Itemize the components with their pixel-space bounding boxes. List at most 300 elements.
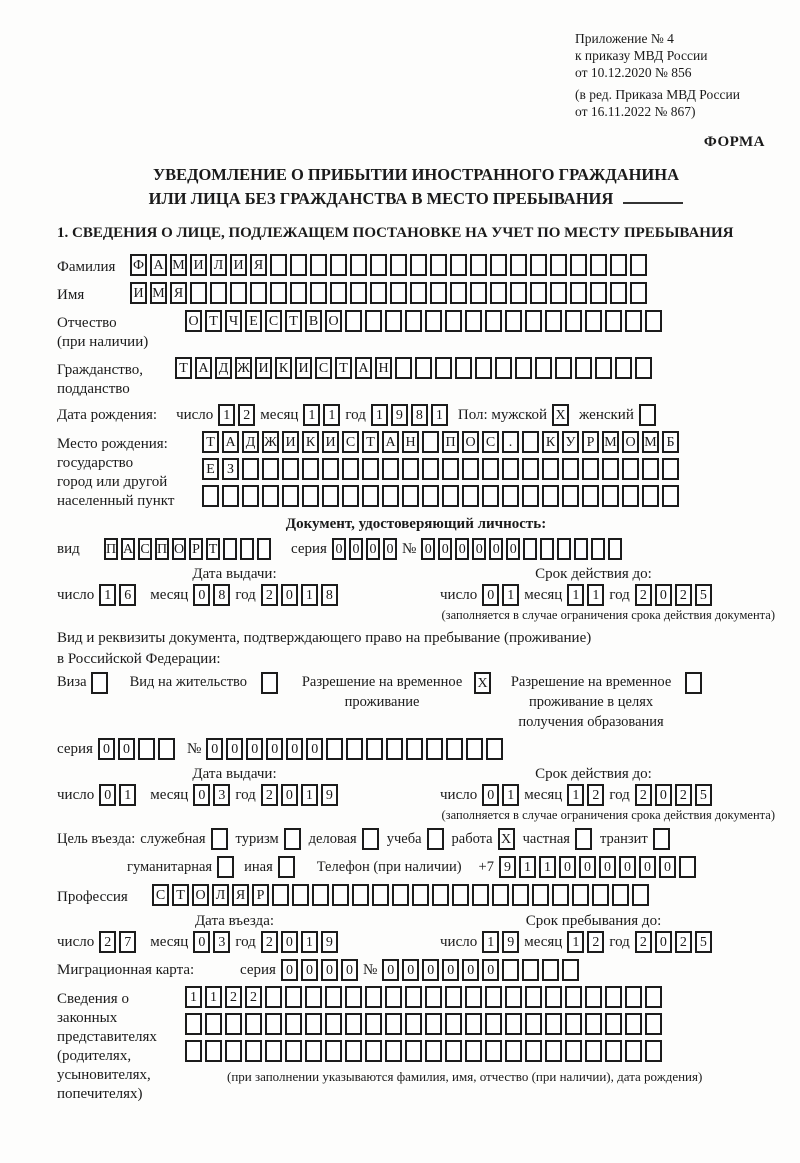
char-cell[interactable]: М [150, 282, 167, 304]
char-cell[interactable] [330, 254, 347, 276]
char-cell[interactable] [585, 986, 602, 1008]
char-cell[interactable]: 5 [695, 584, 712, 606]
char-cell[interactable] [465, 310, 482, 332]
char-cell[interactable] [505, 1013, 522, 1035]
char-cell[interactable] [585, 310, 602, 332]
char-cell[interactable]: П [442, 431, 459, 453]
char-cell[interactable]: 0 [366, 538, 380, 560]
char-cell[interactable] [555, 357, 572, 379]
char-cell[interactable]: 0 [579, 856, 596, 878]
char-cell[interactable]: 0 [402, 959, 419, 981]
char-cell[interactable]: С [342, 431, 359, 453]
char-cell[interactable] [430, 254, 447, 276]
char-cell[interactable]: 0 [206, 738, 223, 760]
char-cell[interactable]: А [195, 357, 212, 379]
char-cell[interactable] [350, 254, 367, 276]
char-cell[interactable]: Ж [262, 431, 279, 453]
char-cell[interactable]: 8 [411, 404, 428, 426]
char-cell[interactable] [505, 310, 522, 332]
char-cell[interactable]: 0 [559, 856, 576, 878]
char-cell[interactable] [427, 828, 444, 850]
char-cell[interactable] [570, 254, 587, 276]
char-cell[interactable] [535, 357, 552, 379]
char-cell[interactable] [372, 884, 389, 906]
char-cell[interactable] [225, 1013, 242, 1035]
char-cell[interactable] [382, 485, 399, 507]
char-cell[interactable] [542, 458, 559, 480]
char-cell[interactable]: 1 [323, 404, 340, 426]
char-cell[interactable] [385, 310, 402, 332]
char-cell[interactable] [435, 357, 452, 379]
char-cell[interactable] [395, 357, 412, 379]
char-cell[interactable] [470, 282, 487, 304]
char-cell[interactable]: 0 [226, 738, 243, 760]
char-cell[interactable] [615, 357, 632, 379]
char-cell[interactable] [290, 254, 307, 276]
char-cell[interactable] [262, 458, 279, 480]
char-cell[interactable] [530, 254, 547, 276]
char-cell[interactable]: К [542, 431, 559, 453]
char-cell[interactable] [422, 485, 439, 507]
char-cell[interactable]: Т [362, 431, 379, 453]
char-cell[interactable] [390, 254, 407, 276]
char-cell[interactable] [639, 404, 656, 426]
char-cell[interactable] [310, 254, 327, 276]
char-cell[interactable]: 0 [462, 959, 479, 981]
char-cell[interactable] [550, 254, 567, 276]
char-cell[interactable]: 0 [639, 856, 656, 878]
char-cell[interactable] [326, 738, 343, 760]
char-cell[interactable]: 0 [281, 959, 298, 981]
char-cell[interactable]: 1 [371, 404, 388, 426]
char-cell[interactable]: Т [206, 538, 220, 560]
char-cell[interactable] [575, 357, 592, 379]
char-cell[interactable]: 2 [675, 784, 692, 806]
char-cell[interactable]: 9 [321, 931, 338, 953]
char-cell[interactable] [345, 1013, 362, 1035]
char-cell[interactable] [482, 485, 499, 507]
char-cell[interactable] [510, 282, 527, 304]
char-cell[interactable]: 0 [482, 959, 499, 981]
char-cell[interactable] [205, 1013, 222, 1035]
char-cell[interactable] [612, 884, 629, 906]
char-cell[interactable] [465, 1013, 482, 1035]
char-cell[interactable] [540, 538, 554, 560]
char-cell[interactable]: 0 [281, 931, 298, 953]
char-cell[interactable]: 5 [695, 784, 712, 806]
char-cell[interactable]: О [172, 538, 186, 560]
char-cell[interactable] [502, 485, 519, 507]
char-cell[interactable]: 0 [455, 538, 469, 560]
char-cell[interactable] [405, 1013, 422, 1035]
char-cell[interactable]: А [382, 431, 399, 453]
char-cell[interactable] [405, 986, 422, 1008]
char-cell[interactable] [475, 357, 492, 379]
char-cell[interactable]: 0 [349, 538, 363, 560]
char-cell[interactable] [185, 1040, 202, 1062]
char-cell[interactable]: Т [205, 310, 222, 332]
char-cell[interactable]: Д [242, 431, 259, 453]
char-cell[interactable]: 0 [482, 584, 499, 606]
char-cell[interactable] [570, 282, 587, 304]
char-cell[interactable] [490, 254, 507, 276]
char-cell[interactable] [410, 254, 427, 276]
char-cell[interactable] [632, 884, 649, 906]
char-cell[interactable]: 2 [587, 931, 604, 953]
char-cell[interactable] [217, 856, 234, 878]
char-cell[interactable] [525, 986, 542, 1008]
char-cell[interactable] [362, 485, 379, 507]
char-cell[interactable] [402, 485, 419, 507]
char-cell[interactable] [270, 282, 287, 304]
char-cell[interactable] [574, 538, 588, 560]
char-cell[interactable] [505, 1040, 522, 1062]
char-cell[interactable] [450, 282, 467, 304]
char-cell[interactable]: Т [172, 884, 189, 906]
char-cell[interactable]: 2 [675, 584, 692, 606]
char-cell[interactable]: 1 [301, 931, 318, 953]
char-cell[interactable] [645, 1013, 662, 1035]
char-cell[interactable] [138, 738, 155, 760]
char-cell[interactable]: 0 [301, 959, 318, 981]
char-cell[interactable] [582, 458, 599, 480]
char-cell[interactable]: Л [210, 254, 227, 276]
char-cell[interactable] [366, 738, 383, 760]
char-cell[interactable] [370, 282, 387, 304]
char-cell[interactable] [425, 986, 442, 1008]
char-cell[interactable]: 0 [383, 538, 397, 560]
char-cell[interactable]: 0 [193, 784, 210, 806]
char-cell[interactable] [462, 485, 479, 507]
char-cell[interactable]: О [325, 310, 342, 332]
char-cell[interactable]: 0 [506, 538, 520, 560]
char-cell[interactable] [565, 1013, 582, 1035]
char-cell[interactable] [222, 485, 239, 507]
char-cell[interactable]: М [170, 254, 187, 276]
char-cell[interactable] [158, 738, 175, 760]
char-cell[interactable] [346, 738, 363, 760]
char-cell[interactable] [278, 856, 295, 878]
char-cell[interactable] [562, 959, 579, 981]
char-cell[interactable] [605, 1013, 622, 1035]
char-cell[interactable]: 3 [213, 931, 230, 953]
char-cell[interactable]: И [295, 357, 312, 379]
char-cell[interactable] [572, 884, 589, 906]
char-cell[interactable] [305, 1040, 322, 1062]
char-cell[interactable] [622, 458, 639, 480]
char-cell[interactable] [590, 254, 607, 276]
char-cell[interactable]: М [602, 431, 619, 453]
char-cell[interactable]: Е [245, 310, 262, 332]
char-cell[interactable] [552, 884, 569, 906]
char-cell[interactable]: 0 [472, 538, 486, 560]
char-cell[interactable] [362, 458, 379, 480]
char-cell[interactable] [565, 1040, 582, 1062]
char-cell[interactable]: 0 [438, 538, 452, 560]
char-cell[interactable] [242, 485, 259, 507]
char-cell[interactable]: 8 [321, 584, 338, 606]
char-cell[interactable] [582, 485, 599, 507]
char-cell[interactable] [525, 310, 542, 332]
char-cell[interactable]: 0 [321, 959, 338, 981]
char-cell[interactable] [442, 485, 459, 507]
char-cell[interactable]: В [305, 310, 322, 332]
char-cell[interactable]: 0 [193, 931, 210, 953]
char-cell[interactable]: Р [189, 538, 203, 560]
char-cell[interactable] [262, 485, 279, 507]
char-cell[interactable]: 1 [587, 584, 604, 606]
char-cell[interactable]: 0 [341, 959, 358, 981]
char-cell[interactable]: С [482, 431, 499, 453]
char-cell[interactable] [455, 357, 472, 379]
char-cell[interactable] [522, 458, 539, 480]
char-cell[interactable] [512, 884, 529, 906]
char-cell[interactable] [445, 310, 462, 332]
char-cell[interactable] [442, 458, 459, 480]
char-cell[interactable] [390, 282, 407, 304]
char-cell[interactable] [630, 282, 647, 304]
char-cell[interactable]: Т [202, 431, 219, 453]
char-cell[interactable]: 1 [482, 931, 499, 953]
char-cell[interactable] [382, 458, 399, 480]
char-cell[interactable] [392, 884, 409, 906]
char-cell[interactable]: Я [250, 254, 267, 276]
char-cell[interactable] [350, 282, 367, 304]
char-cell[interactable] [285, 986, 302, 1008]
char-cell[interactable]: 0 [286, 738, 303, 760]
char-cell[interactable] [505, 986, 522, 1008]
char-cell[interactable]: 1 [301, 584, 318, 606]
char-cell[interactable] [365, 310, 382, 332]
char-cell[interactable] [425, 1040, 442, 1062]
char-cell[interactable] [502, 458, 519, 480]
char-cell[interactable] [185, 1013, 202, 1035]
char-cell[interactable] [325, 1013, 342, 1035]
char-cell[interactable] [605, 1040, 622, 1062]
char-cell[interactable] [365, 986, 382, 1008]
char-cell[interactable]: 1 [519, 856, 536, 878]
char-cell[interactable]: А [121, 538, 135, 560]
char-cell[interactable] [250, 282, 267, 304]
char-cell[interactable] [385, 1040, 402, 1062]
char-cell[interactable] [608, 538, 622, 560]
char-cell[interactable]: 9 [391, 404, 408, 426]
char-cell[interactable] [525, 1013, 542, 1035]
char-cell[interactable]: А [150, 254, 167, 276]
char-cell[interactable]: 0 [659, 856, 676, 878]
char-cell[interactable]: 0 [306, 738, 323, 760]
char-cell[interactable] [562, 485, 579, 507]
char-cell[interactable] [622, 485, 639, 507]
char-cell[interactable] [465, 986, 482, 1008]
char-cell[interactable]: 0 [246, 738, 263, 760]
char-cell[interactable] [425, 1013, 442, 1035]
char-cell[interactable] [312, 884, 329, 906]
char-cell[interactable] [202, 485, 219, 507]
char-cell[interactable]: 1 [185, 986, 202, 1008]
char-cell[interactable]: 2 [635, 784, 652, 806]
char-cell[interactable] [545, 310, 562, 332]
char-cell[interactable]: 1 [502, 584, 519, 606]
char-cell[interactable] [625, 1013, 642, 1035]
char-cell[interactable]: 9 [321, 784, 338, 806]
char-cell[interactable] [532, 884, 549, 906]
char-cell[interactable]: 0 [442, 959, 459, 981]
char-cell[interactable] [265, 1040, 282, 1062]
char-cell[interactable]: Н [375, 357, 392, 379]
char-cell[interactable] [610, 254, 627, 276]
char-cell[interactable] [422, 458, 439, 480]
char-cell[interactable] [645, 310, 662, 332]
char-cell[interactable] [590, 282, 607, 304]
char-cell[interactable] [446, 738, 463, 760]
char-cell[interactable]: 0 [332, 538, 346, 560]
char-cell[interactable]: Р [252, 884, 269, 906]
char-cell[interactable]: И [255, 357, 272, 379]
char-cell[interactable] [482, 458, 499, 480]
char-cell[interactable] [402, 458, 419, 480]
char-cell[interactable]: О [192, 884, 209, 906]
char-cell[interactable] [565, 310, 582, 332]
char-cell[interactable]: 2 [635, 584, 652, 606]
char-cell[interactable] [225, 1040, 242, 1062]
char-cell[interactable] [284, 828, 301, 850]
char-cell[interactable] [322, 485, 339, 507]
char-cell[interactable]: О [185, 310, 202, 332]
char-cell[interactable] [211, 828, 228, 850]
char-cell[interactable]: 2 [238, 404, 255, 426]
char-cell[interactable] [485, 1040, 502, 1062]
char-cell[interactable] [679, 856, 696, 878]
char-cell[interactable] [445, 986, 462, 1008]
char-cell[interactable]: Н [402, 431, 419, 453]
char-cell[interactable]: 9 [499, 856, 516, 878]
char-cell[interactable]: 0 [655, 931, 672, 953]
char-cell[interactable] [292, 884, 309, 906]
char-cell[interactable]: 1 [99, 584, 116, 606]
char-cell[interactable] [625, 986, 642, 1008]
char-cell[interactable]: 1 [119, 784, 136, 806]
char-cell[interactable] [653, 828, 670, 850]
char-cell[interactable]: И [190, 254, 207, 276]
char-cell[interactable]: 0 [619, 856, 636, 878]
char-cell[interactable] [223, 538, 237, 560]
char-cell[interactable]: 8 [213, 584, 230, 606]
char-cell[interactable]: . [502, 431, 519, 453]
char-cell[interactable] [210, 282, 227, 304]
char-cell[interactable]: Д [215, 357, 232, 379]
char-cell[interactable] [205, 1040, 222, 1062]
char-cell[interactable] [342, 485, 359, 507]
char-cell[interactable] [545, 1040, 562, 1062]
char-cell[interactable]: Р [582, 431, 599, 453]
char-cell[interactable] [242, 458, 259, 480]
char-cell[interactable]: 1 [431, 404, 448, 426]
char-cell[interactable] [282, 485, 299, 507]
char-cell[interactable]: 2 [261, 784, 278, 806]
char-cell[interactable] [190, 282, 207, 304]
char-cell[interactable] [585, 1013, 602, 1035]
char-cell[interactable] [542, 485, 559, 507]
char-cell[interactable]: 2 [587, 784, 604, 806]
char-cell[interactable] [515, 357, 532, 379]
char-cell[interactable] [510, 254, 527, 276]
char-cell[interactable] [245, 1013, 262, 1035]
char-cell[interactable]: 2 [675, 931, 692, 953]
char-cell[interactable] [550, 282, 567, 304]
char-cell[interactable]: 1 [567, 931, 584, 953]
char-cell[interactable] [685, 672, 702, 694]
char-cell[interactable]: И [322, 431, 339, 453]
char-cell[interactable] [230, 282, 247, 304]
char-cell[interactable] [282, 458, 299, 480]
char-cell[interactable]: И [282, 431, 299, 453]
char-cell[interactable] [602, 458, 619, 480]
char-cell[interactable] [470, 254, 487, 276]
char-cell[interactable] [345, 1040, 362, 1062]
char-cell[interactable] [272, 884, 289, 906]
char-cell[interactable] [605, 310, 622, 332]
char-cell[interactable] [257, 538, 271, 560]
char-cell[interactable]: 6 [119, 584, 136, 606]
char-cell[interactable] [365, 1013, 382, 1035]
char-cell[interactable] [406, 738, 423, 760]
char-cell[interactable] [630, 254, 647, 276]
char-cell[interactable]: И [130, 282, 147, 304]
char-cell[interactable] [645, 986, 662, 1008]
char-cell[interactable]: Я [170, 282, 187, 304]
char-cell[interactable] [405, 1040, 422, 1062]
char-cell[interactable] [410, 282, 427, 304]
char-cell[interactable] [310, 282, 327, 304]
char-cell[interactable] [285, 1013, 302, 1035]
char-cell[interactable] [542, 959, 559, 981]
char-cell[interactable]: 3 [213, 784, 230, 806]
char-cell[interactable] [415, 357, 432, 379]
char-cell[interactable] [386, 738, 403, 760]
char-cell[interactable] [635, 357, 652, 379]
char-cell[interactable] [365, 1040, 382, 1062]
char-cell[interactable] [405, 310, 422, 332]
char-cell[interactable] [492, 884, 509, 906]
char-cell[interactable] [530, 282, 547, 304]
char-cell[interactable] [595, 357, 612, 379]
char-cell[interactable]: 0 [382, 959, 399, 981]
char-cell[interactable]: 0 [281, 784, 298, 806]
char-cell[interactable]: Л [212, 884, 229, 906]
char-cell[interactable]: 0 [281, 584, 298, 606]
char-cell[interactable]: А [222, 431, 239, 453]
char-cell[interactable] [522, 431, 539, 453]
char-cell[interactable]: О [462, 431, 479, 453]
char-cell[interactable] [412, 884, 429, 906]
char-cell[interactable]: 0 [489, 538, 503, 560]
char-cell[interactable] [591, 538, 605, 560]
char-cell[interactable] [322, 458, 339, 480]
char-cell[interactable] [342, 458, 359, 480]
char-cell[interactable] [485, 1013, 502, 1035]
char-cell[interactable] [445, 1040, 462, 1062]
char-cell[interactable]: Т [285, 310, 302, 332]
char-cell[interactable] [545, 1013, 562, 1035]
char-cell[interactable]: Т [175, 357, 192, 379]
char-cell[interactable] [305, 1013, 322, 1035]
char-cell[interactable]: П [104, 538, 118, 560]
char-cell[interactable]: 1 [205, 986, 222, 1008]
char-cell[interactable] [625, 1040, 642, 1062]
char-cell[interactable] [485, 986, 502, 1008]
char-cell[interactable]: А [355, 357, 372, 379]
